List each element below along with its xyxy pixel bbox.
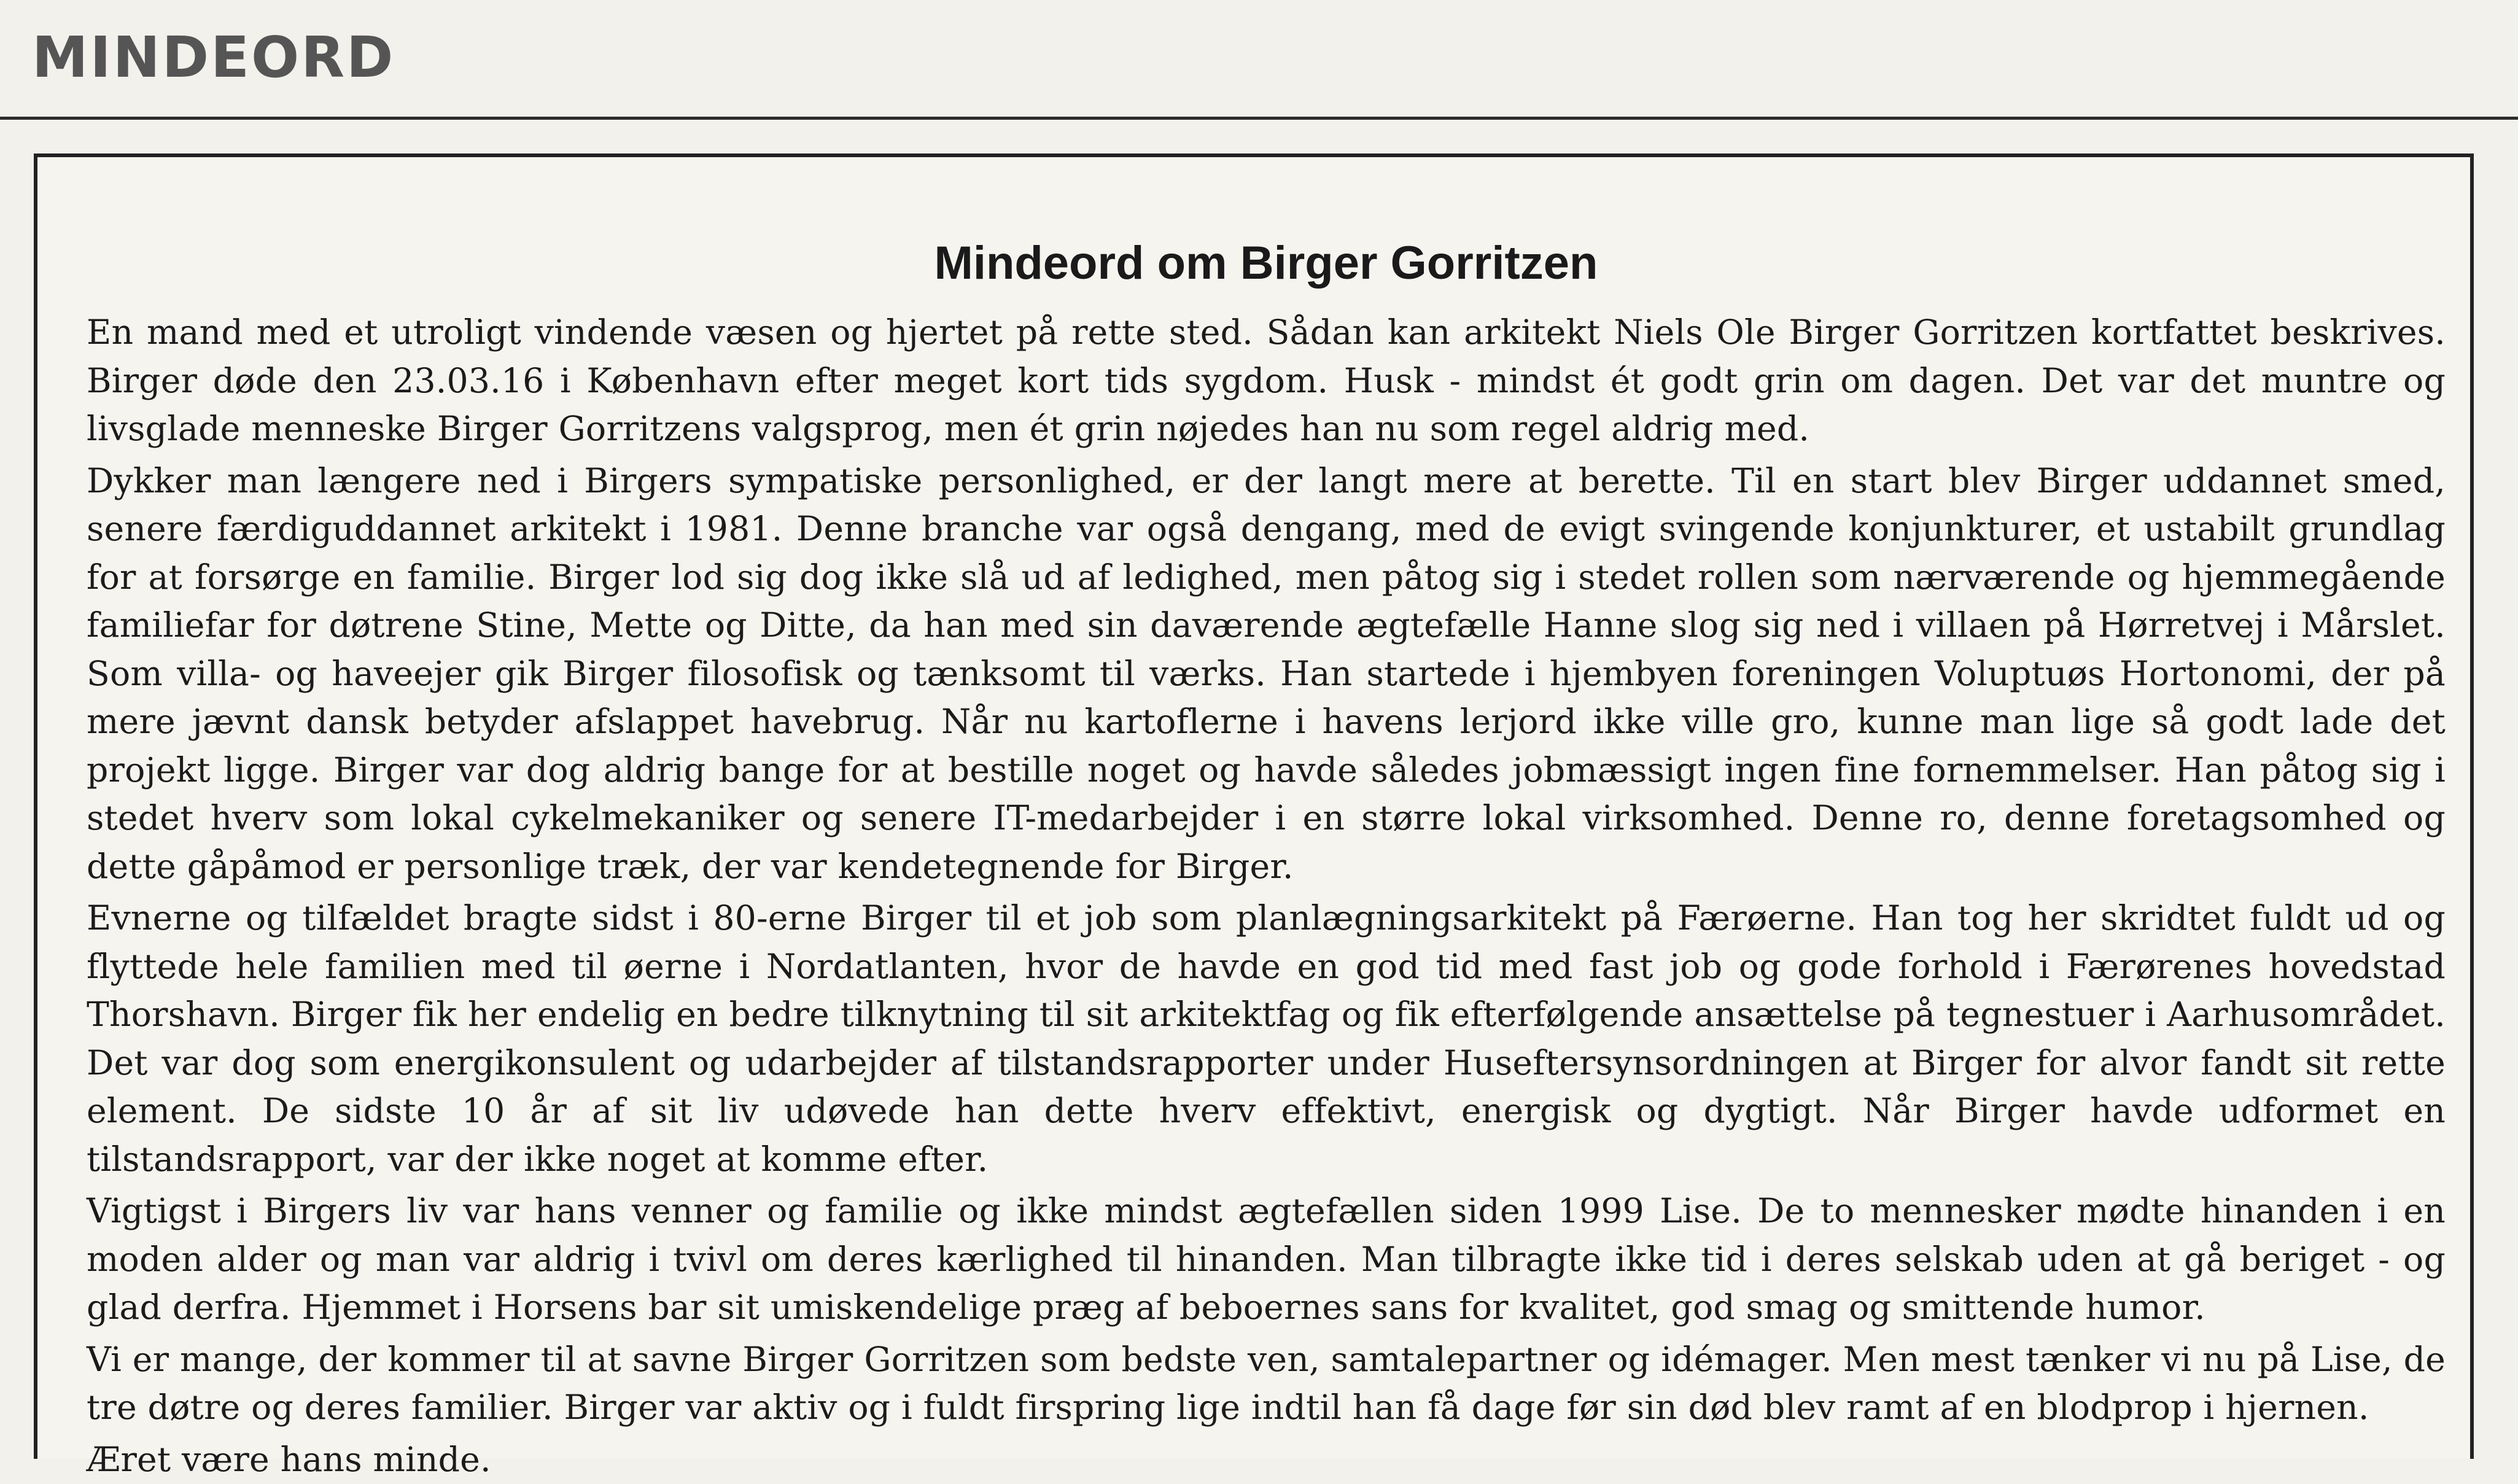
paragraph-intro: En mand med et utroligt vindende væsen og hjertet på rette sted. Sådan kan arkitekt Niels Ole Birger Gorritzen kortfattet beskrives. Birger døde den 23.03.16 i København efter meget kort tids sygdom. Husk - mindst ét godt grin om dagen. Det var det muntre og livsglade menneske Birger Gorritzens valgsprog, men ét grin nøjedes han nu som regel aldrig med. xyxy=(87,309,2446,454)
obituary-box xyxy=(34,153,2474,1459)
paragraph-closing: Vi er mange, der kommer til at savne Birger Gorritzen som bedste ven, samtalepartner og idémager. Men mest tænker vi nu på Lise, de tre døtre og deres familier. Birger var aktiv og i fuldt firspring lige indtil han få dage før sin død blev ramt af en blodprop i hjernen. xyxy=(87,1336,2446,1432)
paragraph-family: Vigtigst i Birgers liv var hans venner og familie og ikke mindst ægtefællen siden 1999 Lise. De to mennesker mødte hinanden i en moden alder og man var aldrig i tvivl om deres kærlighed til hinanden. Man tilbragte ikke tid i deres selskab uden at gå beriget - og glad derfra. Hjemmet i Horsens bar sit umiskendelige præg af beboernes sans for kvalitet, god smag og smittende humor. xyxy=(87,1187,2446,1332)
paragraph-personality: Dykker man længere ned i Birgers sympatiske personlighed, er der langt mere at berette. Til en start blev Birger uddannet smed, senere færdiguddannet arkitekt i 1981. Denne branche var også dengang, med de evigt svingende konjunkturer, et ustabilt grundlag for at forsørge en familie. Birger lod sig dog ikke slå ud af ledighed, men påtog sig i stedet rollen som nærværende og hjemmegående familiefar for døtrene Stine, Mette og Ditte, da han med sin daværende ægtefælle Hanne slog sig ned i villaen på Hørretvej i Mårslet. Som villa- og haveejer gik Birger filosofisk og tænksomt til værks. Han startede i hjembyen foreningen Voluptuøs Hortonomi, der på mere jævnt dansk betyder afslappet havebrug. Når nu kartoflerne i havens lerjord ikke ville gro, kunne man lige så godt lade det projekt ligge. Birger var dog aldrig bange for at bestille noget og havde således jobmæssigt ingen fine fornemmelser. Han påtog sig i stedet hverv som lokal cykelmekaniker og senere IT-medarbejder i en større lokal virksomhed. Denne ro, denne foretagsomhed og dette gåpåmod er personlige træk, der var kendetegnende for Birger. xyxy=(87,457,2446,892)
section-rule xyxy=(0,117,2518,120)
paragraph-memorial: Æret være hans minde. xyxy=(87,1436,2446,1484)
section-label: MINDEORD xyxy=(32,25,395,90)
paragraph-career: Evnerne og tilfældet bragte sidst i 80-erne Birger til et job som planlægningsarkitekt på Færøerne. Han tog her skridtet fuldt ud og flyttede hele familien med til øerne i Nordatlanten, hvor de havde en god tid med fast job og gode forhold i Færørenes hovedstad Thorshavn. Birger fik her endelig en bedre tilknytning til sit arkitektfag og fik efterfølgende ansættelse på tegnestuer i Aarhusområdet. Det var dog som energikonsulent og udarbejder af tilstandsrapporter under Huseftersynsordningen at Birger for alvor fandt sit rette element. De sidste 10 år af sit liv udøvede han dette hverv effektivt, energisk og dygtigt. Når Birger havde udformet en tilstandsrapport, var der ikke noget at komme efter. xyxy=(87,895,2446,1184)
obituary-content xyxy=(87,234,2446,1459)
obituary-headline: Mindeord om Birger Gorritzen xyxy=(87,234,2446,293)
